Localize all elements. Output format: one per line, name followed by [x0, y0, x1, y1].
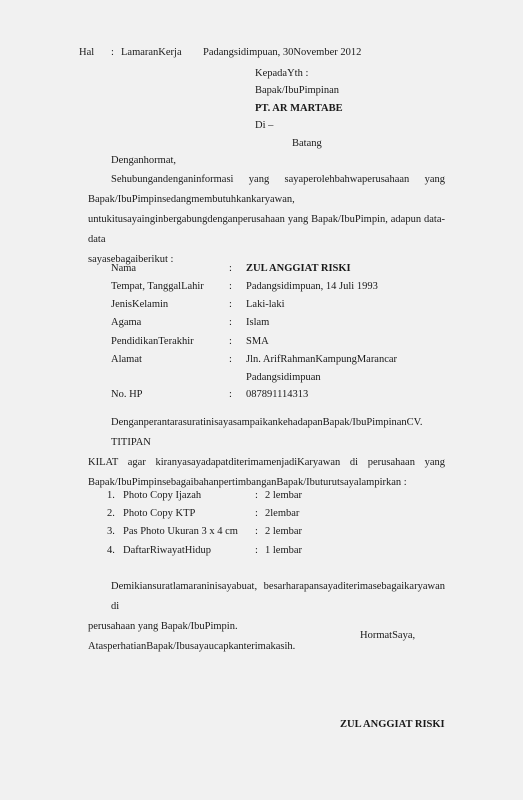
closing-line-1: Demikiansuratlamaraninisayabuat, besarharapansayaditerimasebagaikaryawan di	[111, 581, 445, 612]
personal-value: Jln. ArifRahmanKampungMarancar	[246, 354, 398, 365]
body-line-1: Denganperantarasuratinisayasampaikankehadapan​Bapak/IbuPimpinanCV. TITIPAN	[111, 417, 423, 448]
subject-key: Hal	[79, 47, 95, 58]
attachment-name: Photo Copy KTP	[123, 508, 196, 519]
attachment-name: DaftarRiwayatHidup	[123, 545, 212, 556]
attachment-quantity: 2lembar	[265, 508, 300, 519]
signature-name: ZUL ANGGIAT RISKI	[340, 719, 445, 730]
attachment-quantity: 2 lembar	[265, 490, 303, 501]
attachment-name: Photo Copy Ijazah	[123, 490, 202, 501]
personal-colon: :	[229, 299, 232, 310]
recipient-city: Batang	[292, 138, 322, 149]
recipient-company: PT. AR MARTABE	[255, 103, 343, 114]
personal-key: Agama	[111, 317, 142, 328]
personal-key: No. HP	[111, 389, 143, 400]
personal-colon: :	[229, 354, 232, 365]
intro-line-1: Sehubungandenganinformasi yang sayaperolehbahwaperusahaan yang	[111, 174, 445, 185]
intro-line-3: untukitusayainginbergabungdenganperusahaan yang Bapak/IbuPimpin, adapun data-data	[88, 214, 445, 245]
intro-line-2: Bapak/IbuPimpinsedangmembutuhkankaryawan,	[88, 194, 295, 205]
personal-value: ZUL ANGGIAT RISKI	[246, 263, 351, 274]
recipient-line-1: KepadaYth :	[255, 68, 309, 79]
closing-line-2: perusahaan yang Bapak/IbuPimpin. AtasperhatianBapak/Ibusayaucapkanterimakasih.	[88, 621, 296, 652]
personal-colon: :	[229, 389, 232, 400]
personal-key: Nama	[111, 263, 137, 274]
subject-value: LamaranKerja	[121, 47, 182, 58]
signoff: HormatSaya,	[360, 630, 416, 641]
personal-colon: :	[229, 281, 232, 292]
intro-paragraph	[88, 170, 445, 270]
recipient-line-2: Bapak/IbuPimpinan	[255, 85, 339, 96]
personal-value: Islam	[246, 317, 270, 328]
subject-colon: :	[111, 47, 114, 58]
attachment-number: 4.	[107, 545, 115, 556]
attachment-colon: :	[255, 526, 258, 537]
personal-key: PendidikanTerakhir	[111, 336, 194, 347]
closing-paragraph	[88, 577, 445, 657]
personal-value: Laki-laki	[246, 299, 285, 310]
attachment-name: Pas Photo Ukuran 3 x 4 cm	[123, 526, 238, 537]
personal-key: JenisKelamin	[111, 299, 169, 310]
body-paragraph	[88, 413, 445, 493]
personal-key: Alamat	[111, 354, 142, 365]
body-line-3: Bapak/IbuPimpinsebagaibahanpertimbanganBapak/Ibuturutsayalampirkan :	[88, 477, 407, 488]
attachment-colon: :	[255, 508, 258, 519]
personal-colon: :	[229, 317, 232, 328]
attachment-number: 3.	[107, 526, 115, 537]
personal-value: Padangsidimpuan, 14 Juli 1993	[246, 281, 378, 292]
personal-value: Padangsidimpuan	[246, 372, 321, 383]
personal-key: Tempat, TanggalLahir	[111, 281, 204, 292]
intro-line-4: sayasebagaiberikut :	[88, 254, 174, 265]
attachment-number: 1.	[107, 490, 115, 501]
place-date: Padangsidimpuan, 30November 2012	[203, 47, 362, 58]
personal-value: 087891114313	[246, 389, 309, 400]
attachment-colon: :	[255, 490, 258, 501]
personal-colon: :	[229, 263, 232, 274]
attachment-quantity: 2 lembar	[265, 526, 303, 537]
attachment-number: 2.	[107, 508, 115, 519]
personal-colon: :	[229, 336, 232, 347]
body-line-2: KILAT agar kiranyasayadapatditerimamenjadiKaryawan di perusahaan yang	[88, 457, 445, 468]
recipient-line-4: Di –	[255, 120, 274, 131]
greeting: Denganhormat,	[111, 155, 177, 166]
personal-value: SMA	[246, 336, 269, 347]
attachment-colon: :	[255, 545, 258, 556]
attachment-quantity: 1 lembar	[265, 545, 303, 556]
